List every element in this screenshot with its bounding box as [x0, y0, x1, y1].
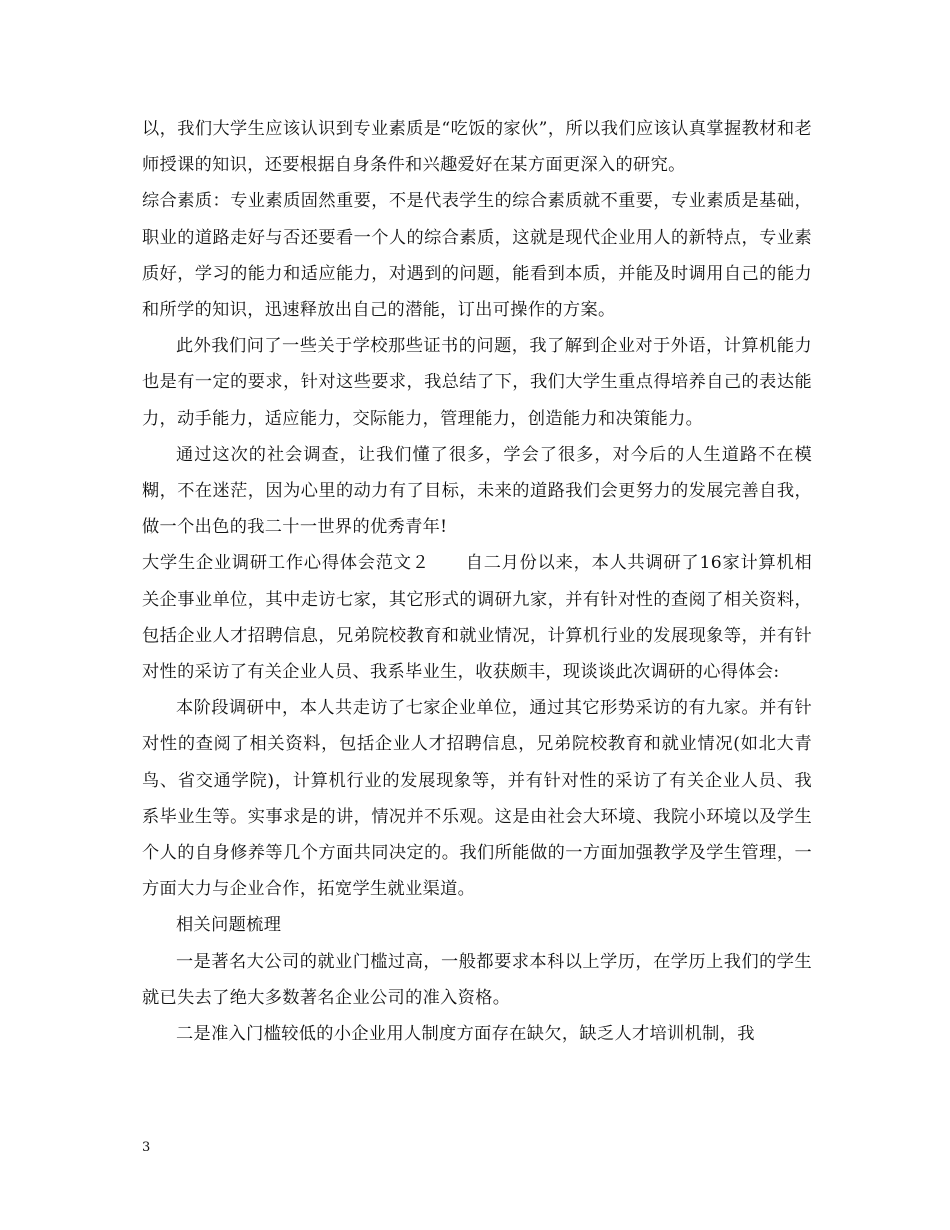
paragraph-5: 大学生企业调研工作心得体会范文２ 自二月份以来，本人共调研了16家计算机相关企事业单位，其中走访七家，其它形式的调研九家，并有针对性的查阅了相关资料，包括企业人才招聘信息，兄弟院校教育和就业情况，计算机行业的发展现象等，并有针对性的采访了有关企业人员、我系毕业生，收获颇丰，现谈谈此次调研的心得体会:	[142, 553, 812, 683]
paragraph-8: 一是著名大公司的就业门槛过高，一般都要求本科以上学历，在学历上我们的学生就已失去了绝大多数著名企业公司的准入资格。	[142, 951, 812, 1008]
section-heading: 相关问题梳理	[176, 915, 282, 936]
paragraph-4: 通过这次的社会调查，让我们懂了很多，学会了很多，对今后的人生道路不在模糊，不在迷茫，因为心里的动力有了目标，未来的道路我们会更努力的发展完善自我，做一个出色的我二十一世界的优秀青年!	[142, 444, 812, 538]
paragraph-6: 本阶段调研中，本人共走访了七家企业单位，通过其它形势采访的有九家。并有针对性的查阅了相关资料，包括企业人才招聘信息，兄弟院校教育和就业情况(如北大青鸟、省交通学院)，计算机行业的发展现象等，并有针对性的采访了有关企业人员、我系毕业生等。实事求是的讲，情况并不乐观。这是由社会大环境、我院小环境以及学生个人的自身修养等几个方面共同决定的。我们所能做的一方面加强教学及学生管理，一方面大力与企业合作，拓宽学生就业渠道。	[142, 698, 812, 900]
paragraph-1: 以，我们大学生应该认识到专业素质是“吃饭的家伙”，所以我们应该认真掌握教材和老师授课的知识，还要根据自身条件和兴趣爱好在某方面更深入的研究。	[142, 119, 812, 176]
paragraph-9: 二是准入门槛较低的小企业用人制度方面存在缺欠，缺乏人才培训机制，我	[176, 1024, 755, 1045]
page-number: 3	[142, 1140, 151, 1155]
document-body	[142, 111, 812, 1052]
paragraph-3: 此外我们问了一些关于学校那些证书的问题，我了解到企业对于外语，计算机能力也是有一定的要求，针对这些要求，我总结了下，我们大学生重点得培养自己的表达能力，动手能力，适应能力，交际能力，管理能力，创造能力和决策能力。	[142, 336, 812, 429]
paragraph-2: 综合素质：专业素质固然重要，不是代表学生的综合素质就不重要，专业素质是基础，职业的道路走好与否还要看一个人的综合素质，这就是现代企业用人的新特点，专业素质好，学习的能力和适应能力，对遇到的问题，能看到本质，并能及时调用自己的能力和所学的知识，迅速释放出自己的潜能，订出可操作的方案。	[142, 191, 812, 321]
